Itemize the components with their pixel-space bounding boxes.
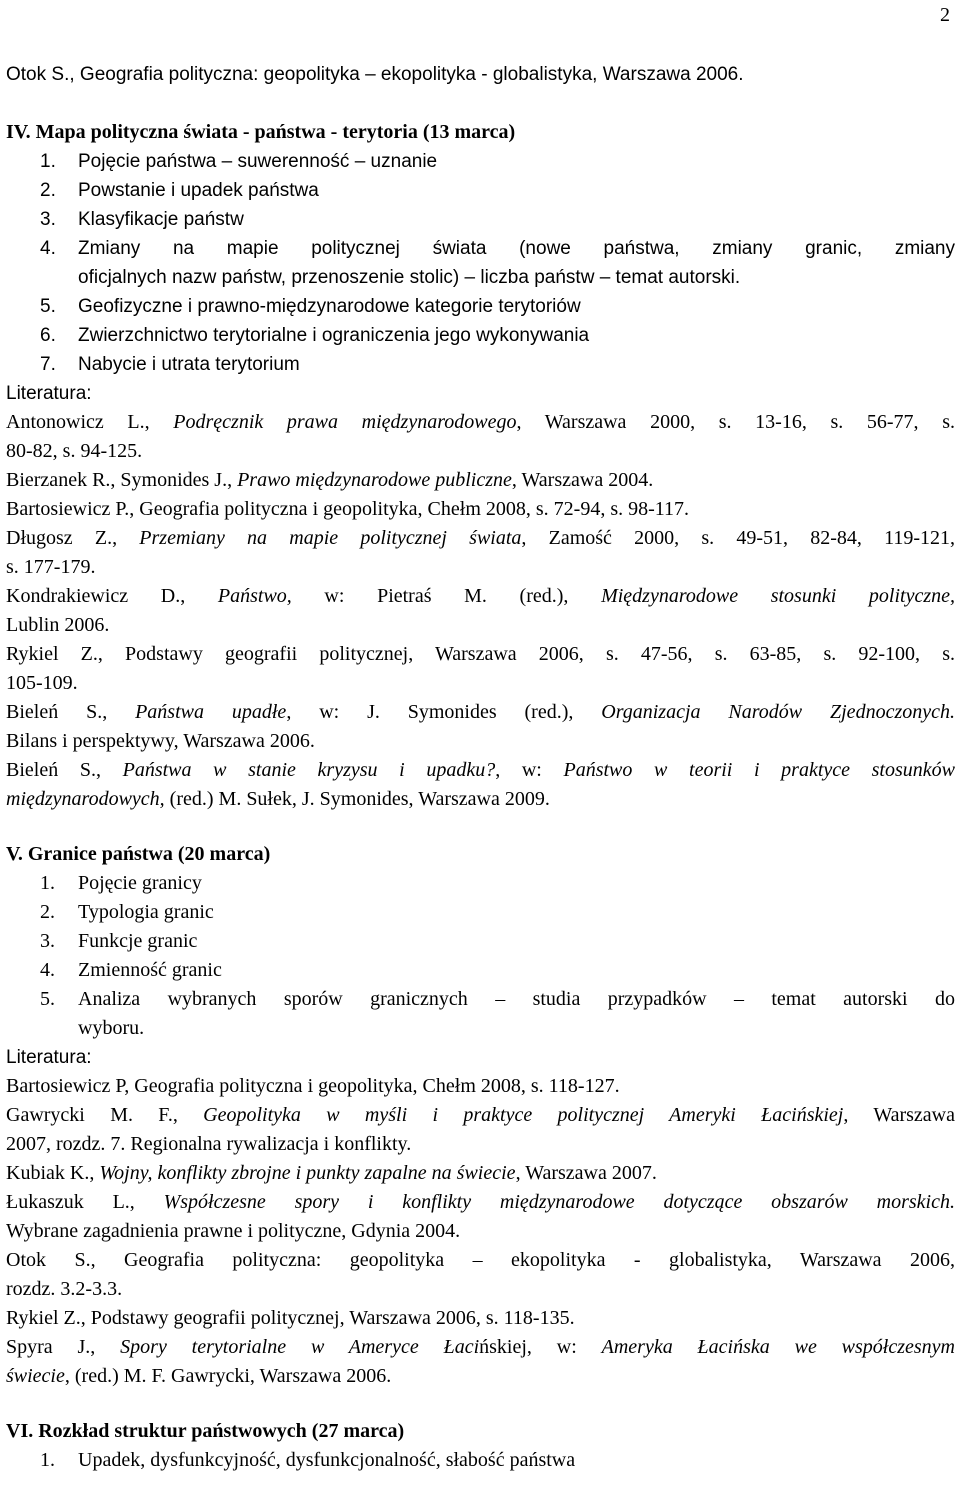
item-text: Klasyfikacje państw (78, 209, 244, 230)
item-text-line: Zmiany na mapie politycznej świata (nowe państwa, zmiany granic, zmiany (78, 238, 955, 259)
bibliography-entry: Kondrakiewicz D., Państwo, w: Pietraś M. (red.), Międzynarodowe stosunki polityczne, (6, 585, 955, 607)
bibliography-entry-cont: Bilans i perspektywy, Warszawa 2006. (6, 730, 315, 752)
list-item (6, 292, 955, 321)
item-text: Pojęcie granicy (78, 872, 202, 894)
bibliography-entry: Rykiel Z., Podstawy geografii politycznej, Warszawa 2006, s. 47-56, s. 63-85, s. 92-100, s. (6, 643, 955, 665)
item-number: 2. (40, 180, 56, 201)
item-number: 6. (40, 325, 56, 346)
bibliography-entry: Bieleń S., Państwa w stanie kryzysu i upadku?, w: Państwo w teorii i praktyce stosunków (6, 759, 955, 781)
item-text (78, 985, 955, 1043)
item-text-line: oficjalnych nazw państw, przenoszenie stolic) – liczba państw – temat autorski. (78, 267, 741, 288)
list-item (6, 1446, 955, 1475)
item-number: 4. (40, 959, 55, 981)
item-text: Zmienność granic (78, 959, 222, 981)
section-iv-heading: IV. Mapa polityczna świata - państwa - terytoria (13 marca) (6, 121, 516, 143)
list-item (6, 147, 955, 176)
page-number: 2 (940, 4, 950, 26)
item-text-line: Analiza wybranych sporów granicznych – studia przypadków – temat autorski do (78, 988, 955, 1010)
item-number: 2. (40, 901, 55, 923)
item-number: 7. (40, 354, 56, 375)
item-number: 3. (40, 930, 55, 952)
item-text-line: wyboru. (78, 1017, 145, 1039)
item-number: 4. (40, 238, 56, 259)
bibliography-entry-cont: 105-109. (6, 672, 78, 694)
item-text: Geofizyczne i prawno-międzynarodowe kategorie terytoriów (78, 296, 581, 317)
list-item (6, 985, 955, 1043)
bibliography-entry: Bartosiewicz P., Geografia polityczna i geopolityka, Chełm 2008, s. 72-94, s. 98-117. (6, 498, 690, 520)
bibliography-entry-cont: międzynarodowych, (red.) M. Sułek, J. Symonides, Warszawa 2009. (6, 788, 550, 810)
literature-label: Literatura: (6, 383, 92, 404)
item-text: Funkcje granic (78, 930, 198, 952)
list-item (6, 898, 955, 927)
item-text (78, 234, 955, 292)
list-item (6, 234, 955, 292)
item-number: 1. (40, 151, 56, 172)
bibliography-entry-cont: 2007, rozdz. 7. Regionalna rywalizacja i konflikty. (6, 1133, 412, 1155)
bibliography-entry: Rykiel Z., Podstawy geografii politycznej, Warszawa 2006, s. 118-135. (6, 1307, 575, 1329)
item-number: 1. (40, 872, 55, 894)
list-item (6, 205, 955, 234)
spacer (6, 89, 955, 118)
item-text: Powstanie i upadek państwa (78, 180, 319, 201)
bibliography-entry: Antonowicz L., Podręcznik prawa międzynarodowego, Warszawa 2000, s. 13-16, s. 56-77, s. (6, 411, 955, 433)
item-text: Typologia granic (78, 901, 214, 923)
item-text: Nabycie i utrata terytorium (78, 354, 300, 375)
bibliography-entry: Kubiak K., Wojny, konflikty zbrojne i punkty zapalne na świecie, Warszawa 2007. (6, 1162, 657, 1184)
item-text: Upadek, dysfunkcyjność, dysfunkcjonalność, słabość państwa (78, 1449, 576, 1471)
spacer (6, 814, 955, 840)
bibliography-entry: Bartosiewicz P, Geografia polityczna i geopolityka, Chełm 2008, s. 118-127. (6, 1075, 620, 1097)
document-body (6, 60, 955, 1475)
bibliography-entry: Gawrycki M. F., Geopolityka w myśli i praktyce politycznej Ameryki Łacińskiej, Warszawa (6, 1104, 955, 1126)
list-item (6, 350, 955, 379)
bibliography-entry: Otok S., Geografia polityczna: geopolityka – ekopolityka - globalistyka, Warszawa 2006, (6, 1249, 955, 1271)
top-reference: Otok S., Geografia polityczna: geopolityka – ekopolityka - globalistyka, Warszawa 2006. (6, 64, 744, 85)
list-item (6, 956, 955, 985)
bibliography-entry: Spyra J., Spory terytorialne w Ameryce Łacińskiej, w: Ameryka Łacińska we współczesnym (6, 1336, 956, 1358)
bibliography-entry-cont: Wybrane zagadnienia prawne i polityczne, Gdynia 2004. (6, 1220, 461, 1242)
item-number: 5. (40, 296, 56, 317)
spacer (6, 1391, 955, 1417)
section-v-heading: V. Granice państwa (20 marca) (6, 843, 271, 865)
bibliography-entry: Bieleń S., Państwa upadłe, w: J. Symonides (red.), Organizacja Narodów Zjednoczonych. (6, 701, 955, 723)
bibliography-entry: Łukaszuk L., Współczesne spory i konflikty międzynarodowe dotyczące obszarów morskich. (6, 1191, 955, 1213)
list-item (6, 321, 955, 350)
section-vi-heading: VI. Rozkład struktur państwowych (27 marca) (6, 1420, 405, 1442)
item-text: Zwierzchnictwo terytorialne i ograniczenia jego wykonywania (78, 325, 590, 346)
literature-label: Literatura: (6, 1047, 92, 1068)
bibliography-entry-cont: rozdz. 3.2-3.3. (6, 1278, 123, 1300)
list-item (6, 927, 955, 956)
item-number: 5. (40, 988, 55, 1010)
bibliography-entry: Bierzanek R., Symonides J., Prawo międzynarodowe publiczne, Warszawa 2004. (6, 469, 654, 491)
item-number: 1. (40, 1449, 55, 1471)
list-item (6, 176, 955, 205)
bibliography-entry-cont: świecie, (red.) M. F. Gawrycki, Warszawa 2006. (6, 1365, 392, 1387)
bibliography-entry-cont: Lublin 2006. (6, 614, 110, 636)
bibliography-entry-cont: 80-82, s. 94-125. (6, 440, 143, 462)
item-number: 3. (40, 209, 56, 230)
bibliography-entry-cont: s. 177-179. (6, 556, 96, 578)
list-item (6, 869, 955, 898)
item-text: Pojęcie państwa – suwerenność – uznanie (78, 151, 438, 172)
bibliography-entry: Długosz Z., Przemiany na mapie politycznej świata, Zamość 2000, s. 49-51, 82-84, 119-121, (6, 527, 955, 549)
